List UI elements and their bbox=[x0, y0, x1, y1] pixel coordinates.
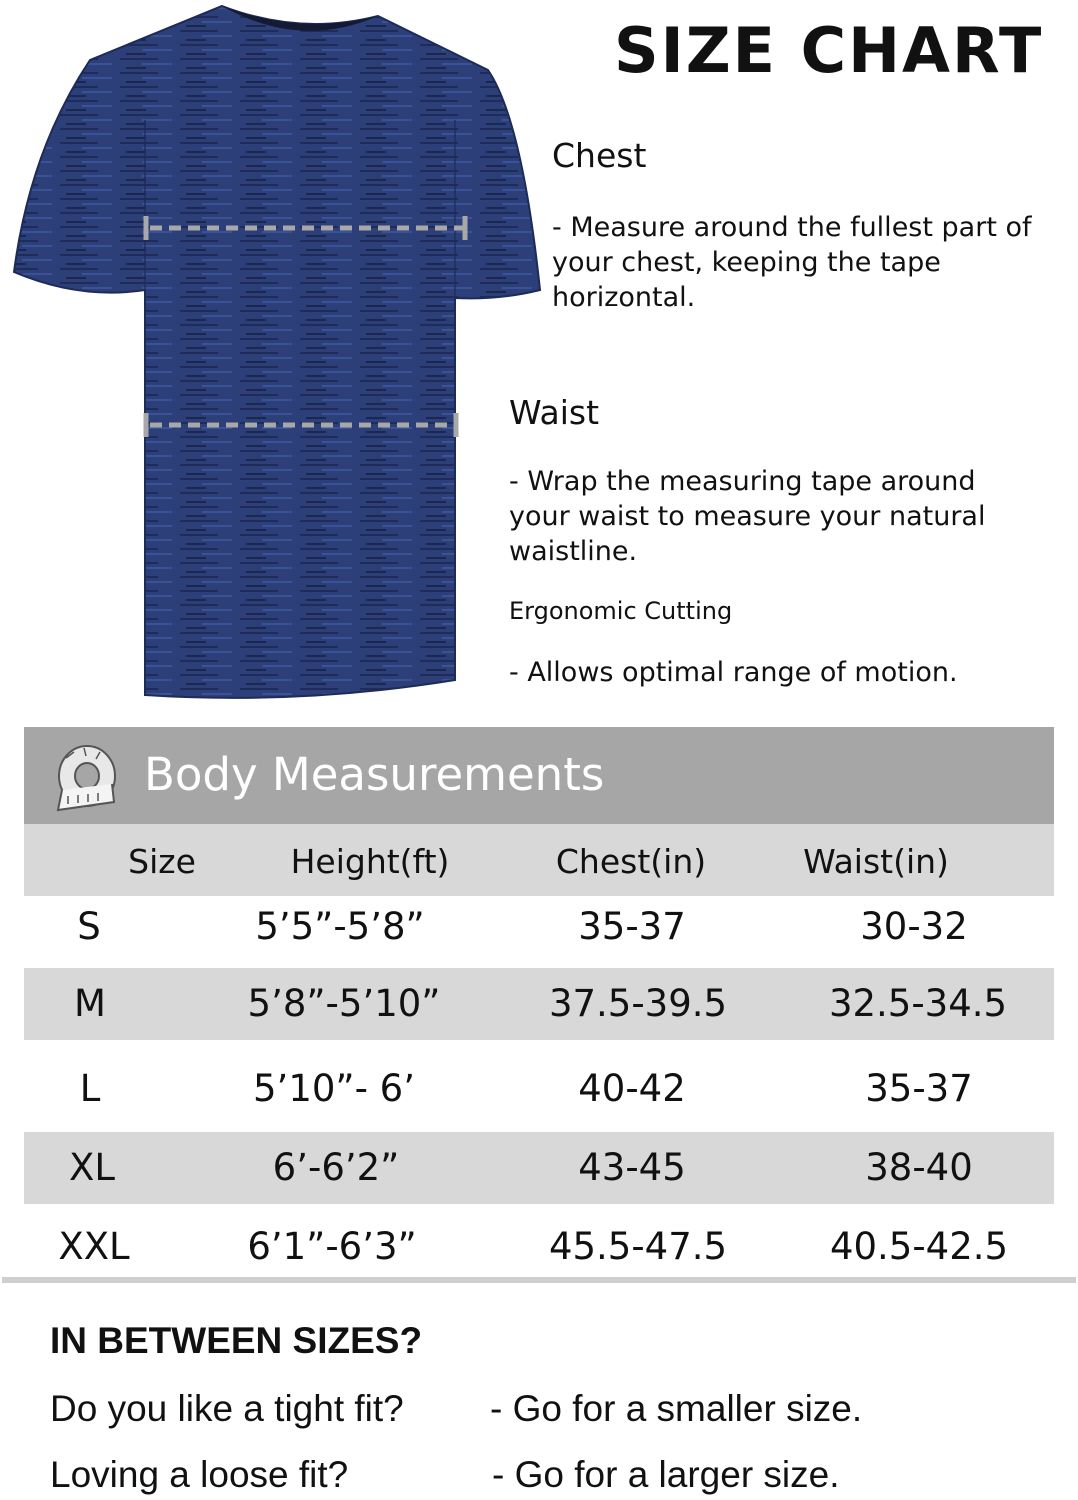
chest-cell: 35-37 bbox=[578, 905, 686, 948]
chest-heading: Chest bbox=[552, 136, 647, 175]
table-title: Body Measurements bbox=[144, 748, 605, 801]
table-row bbox=[24, 968, 1054, 1040]
table-row bbox=[24, 1210, 1054, 1282]
column-header-size: Size bbox=[128, 842, 196, 881]
page-title: SIZE CHART bbox=[614, 14, 1044, 87]
column-header-waist: Waist(in) bbox=[803, 842, 949, 881]
tight-fit-question: Do you like a tight fit? bbox=[50, 1388, 404, 1429]
height-cell: 5’8”-5’10” bbox=[247, 982, 441, 1025]
between-sizes-heading: IN BETWEEN SIZES? bbox=[50, 1320, 423, 1361]
ergonomic-heading: Ergonomic Cutting bbox=[509, 597, 733, 625]
table-row bbox=[24, 1053, 1054, 1125]
size-cell: S bbox=[77, 905, 101, 948]
column-header-height: Height(ft) bbox=[290, 842, 450, 881]
size-cell: M bbox=[74, 982, 106, 1025]
chest-cell: 37.5-39.5 bbox=[548, 982, 728, 1025]
size-cell: XL bbox=[69, 1146, 115, 1189]
chest-cell: 43-45 bbox=[578, 1146, 686, 1189]
table-row bbox=[24, 893, 1054, 965]
chest-cell: 45.5-47.5 bbox=[548, 1225, 728, 1268]
height-cell: 5’5”-5’8” bbox=[255, 905, 425, 948]
height-cell: 6’-6’2” bbox=[272, 1146, 400, 1189]
chest-cell: 40-42 bbox=[578, 1067, 686, 1110]
chest-description: - Measure around the fullest part of your chest, keeping the tape horizontal. bbox=[552, 212, 1032, 313]
loose-fit-answer: - Go for a larger size. bbox=[492, 1454, 840, 1495]
height-cell: 6’1”-6’3” bbox=[247, 1225, 417, 1268]
table-row bbox=[24, 1132, 1054, 1204]
waist-heading: Waist bbox=[509, 393, 600, 432]
ergonomic-description: - Allows optimal range of motion. bbox=[509, 657, 958, 688]
waist-cell: 30-32 bbox=[860, 905, 968, 948]
waist-cell: 35-37 bbox=[865, 1067, 973, 1110]
waist-cell: 32.5-34.5 bbox=[828, 982, 1008, 1025]
waist-description: - Wrap the measuring tape around your waist to measure your natural waistline. bbox=[509, 466, 986, 567]
tight-fit-answer: - Go for a smaller size. bbox=[490, 1388, 863, 1429]
waist-cell: 40.5-42.5 bbox=[829, 1225, 1009, 1268]
t-shirt-image bbox=[0, 0, 560, 710]
waist-cell: 38-40 bbox=[865, 1146, 973, 1189]
size-cell: XXL bbox=[58, 1225, 130, 1268]
height-cell: 5’10”- 6’ bbox=[253, 1067, 415, 1110]
column-header-chest: Chest(in) bbox=[555, 842, 707, 881]
table-bottom-rule bbox=[2, 1277, 1076, 1283]
column-header-row bbox=[24, 824, 1054, 896]
loose-fit-question: Loving a loose fit? bbox=[50, 1454, 349, 1495]
size-cell: L bbox=[79, 1067, 101, 1110]
measuring-tape-icon bbox=[54, 738, 124, 818]
